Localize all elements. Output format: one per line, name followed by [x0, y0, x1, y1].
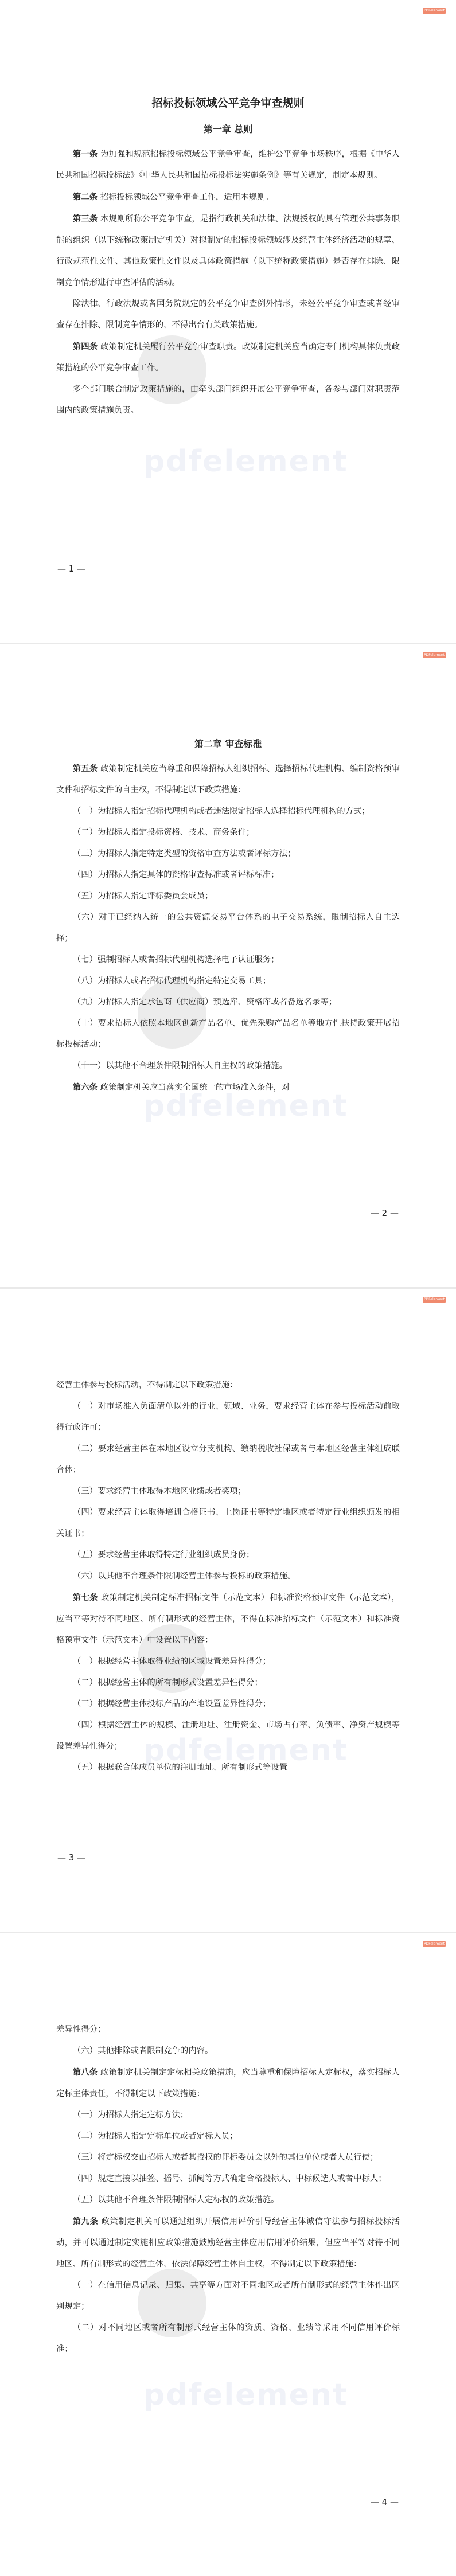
paragraph: （九）为招标人指定承包商（供应商）预选库、资格库或者备选名录等；: [72, 998, 337, 1007]
watermark-logo: pdfelement: [143, 1089, 348, 1123]
paragraph: 差异性得分；: [56, 2025, 106, 2034]
paragraph: 除法律、行政法规或者国务院规定的公平竞争审查例外情形，未经公平竞争审查或者经审查存在排除、限制竞争情形的，不得出台有关政策措施。: [56, 299, 400, 330]
paragraph: 第七条 政策制定机关制定标准招标文件（示范文本）和标准资格预审文件（示范文本），应当平等对待不同地区、所有制形式的经营主体，不得在标准招标文件（示范文本）和标准资格预审文件（示范文本）中设置以下内容：: [56, 1593, 400, 1645]
chapter-heading: 第一章 总则: [203, 124, 253, 135]
page-content: [56, 92, 400, 421]
watermark-logo: pdfelement: [143, 444, 348, 479]
page-content: [56, 730, 400, 1099]
paragraph: （四）根据经营主体的规模、注册地址、注册资金、市场占有率、负债率、净资产规模等设置差异性得分；: [56, 1721, 400, 1751]
paragraph: （六）对于已经纳入统一的公共资源交易平台体系的电子交易系统，限制招标人自主选择；: [56, 913, 400, 943]
watermark-logo: pdfelement: [143, 1733, 348, 1768]
paragraph: （三）为招标人指定特定类型的资格审查方法或者评标方法；: [72, 849, 296, 858]
paragraph: （四）要求经营主体取得培训合格证书、上岗证书等特定地区或者特定行业组织颁发的相关证书；: [56, 1508, 400, 1538]
document-page-2: [0, 644, 456, 1287]
paragraph: 多个部门联合制定政策措施的，由牵头部门组织开展公平竞争审查，各参与部门对职责范围内的政策措施负责。: [56, 385, 400, 415]
paragraph: （六）以其他不合理条件限制经营主体参与投标的政策措施。: [72, 1572, 296, 1581]
paragraph: （七）强制招标人或者招标代理机构选择电子认证服务；: [72, 955, 279, 964]
paragraph: 第四条 政策制定机关履行公平竞争审查职责。政策制定机关应当确定专门机构具体负责政策措施的公平竞争审查工作。: [56, 342, 400, 373]
paragraph: （二）要求经营主体在本地区设立分支机构、缴纳税收社保或者与本地区经营主体组成联合体；: [56, 1444, 400, 1475]
paragraph: （一）为招标人指定定标方法；: [72, 2110, 189, 2120]
paragraph: （五）要求经营主体取得特定行业组织成员身份；: [72, 1550, 255, 1559]
paragraph: （二）为招标人指定定标单位或者定标人员；: [72, 2132, 238, 2141]
pdfelement-tag: PDFelement: [423, 1942, 445, 1946]
page-number: — 2 —: [370, 1208, 399, 1218]
page-number: — 1 —: [57, 564, 86, 574]
paragraph: （四）规定直接以抽签、摇号、抓阄等方式确定合格投标人、中标候选人或者中标人；: [72, 2174, 387, 2183]
paragraph: 经营主体参与投标活动，不得制定以下政策措施：: [56, 1381, 238, 1390]
document-title: 招标投标领域公平竞争审查规则: [151, 97, 305, 110]
paragraph: （十一）以其他不合理条件限制招标人自主权的政策措施。: [72, 1061, 287, 1070]
watermark-logo: pdfelement: [143, 2378, 348, 2412]
paragraph: （十）要求招标人依照本地区创新产品名单、优先采购产品名单等地方性扶持政策开展招标投标活动；: [56, 1019, 400, 1049]
paragraph: 第九条 政策制定机关可以通过组织开展信用评价引导经营主体诚信守法参与招标投标活动，并可以通过制定实施相应政策措施鼓励经营主体应用信用评价结果，但应当平等对待不同地区、所有制形式的经营主体，依法保障经营主体自主权，不得制定以下政策措施：: [56, 2217, 400, 2269]
chapter-heading: 第二章 审查标准: [194, 738, 262, 749]
paragraph: （八）为招标人或者招标代理机构指定特定交易工具；: [72, 976, 271, 986]
paragraph: 第三条 本规则所称公平竞争审查，是指行政机关和法律、法规授权的具有管理公共事务职能的组织（以下统称政策制定机关）对拟制定的招标投标领域涉及经营主体经济活动的规章、行政规范性文件、其他政策性文件以及具体政策措施（以下统称政策措施）是否存在排除、限制竞争情形进行审查评估的活动。: [56, 214, 400, 287]
paragraph: （一）根据经营主体取得业绩的区域设置差异性得分；: [72, 1657, 271, 1666]
document-page-1: [0, 0, 456, 643]
paragraph: （一）在信用信息记录、归集、共享等方面对不同地区或者所有制形式的经营主体作出区别规定；: [56, 2281, 400, 2311]
pdfelement-tag: PDFelement: [423, 1297, 445, 1301]
paragraph: （三）要求经营主体取得本地区业绩或者奖项；: [72, 1487, 247, 1496]
paragraph: （三）根据经营主体投标产品的产地设置差异性得分；: [72, 1699, 271, 1709]
page-number: — 4 —: [370, 2497, 399, 2507]
paragraph: （五）为招标人指定评标委员会成员；: [72, 892, 213, 901]
document-page-3: [0, 1289, 456, 1932]
paragraph: （五）以其他不合理条件限制招标人定标权的政策措施。: [72, 2195, 279, 2204]
paragraph: 第一条 为加强和规范招标投标领域公平竞争审查，维护公平竞争市场秩序，根据《中华人民共和国招标投标法》《中华人民共和国招标投标法实施条例》等有关规定，制定本规则。: [56, 149, 400, 180]
paragraph: 第二条 招标投标领域公平竞争审查工作，适用本规则。: [72, 192, 274, 202]
paragraph: （四）为招标人指定具体的资格审查标准或者评标标准；: [72, 870, 279, 879]
page-content: [56, 2019, 400, 2360]
paragraph: （二）为招标人指定投标资格、技术、商务条件；: [72, 828, 255, 837]
paragraph: 第六条 政策制定机关应当落实全国统一的市场准入条件，对: [72, 1082, 290, 1092]
document-page-4: [0, 1933, 456, 2576]
paragraph: （一）对市场准入负面清单以外的行业、领域、业务，要求经营主体在参与投标活动前取得行政许可；: [56, 1402, 400, 1432]
pdfelement-tag: PDFelement: [423, 653, 445, 657]
paragraph: （一）为招标人指定招标代理机构或者违法限定招标人选择招标代理机构的方式；: [72, 807, 370, 816]
pdfelement-tag: PDFelement: [423, 9, 445, 13]
paragraph: 第五条 政策制定机关应当尊重和保障招标人组织招标、选择招标代理机构、编制资格预审文件和招标文件的自主权，不得制定以下政策措施：: [56, 764, 400, 795]
page-content: [56, 1375, 400, 1778]
page-number: — 3 —: [57, 1852, 86, 1863]
paragraph: （二）对不同地区或者所有制形式经营主体的资质、资格、业绩等采用不同信用评价标准；: [56, 2323, 400, 2354]
paragraph: （二）根据经营主体的所有制形式设置差异性得分；: [72, 1678, 263, 1687]
paragraph: （三）将定标权交由招标人或者其授权的评标委员会以外的其他单位或者人员行使；: [72, 2153, 379, 2162]
paragraph: （五）根据联合体成员单位的注册地址、所有制形式等设置: [72, 1763, 287, 1772]
paragraph: 第八条 政策制定机关制定定标相关政策措施，应当尊重和保障招标人定标权，落实招标人定标主体责任，不得制定以下政策措施：: [56, 2067, 400, 2098]
paragraph: （六）其他排除或者限制竞争的内容。: [72, 2046, 213, 2055]
